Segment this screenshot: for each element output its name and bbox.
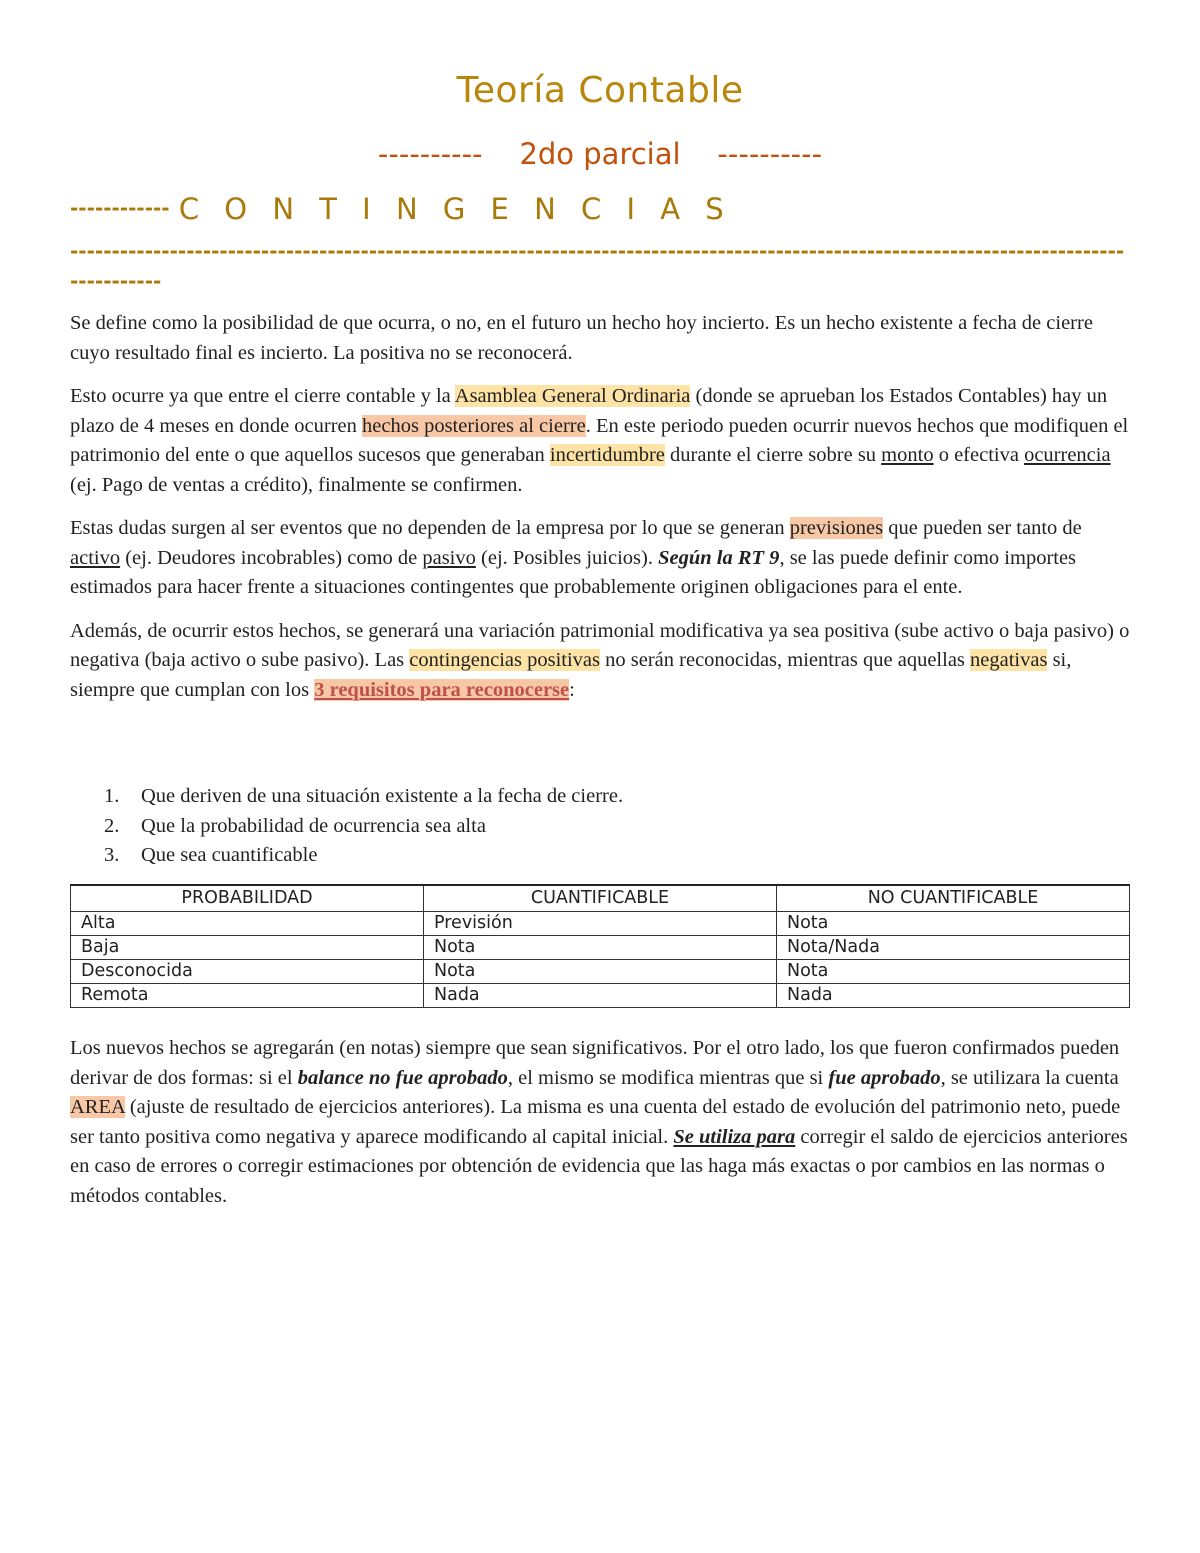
table-cell: Remota (71, 984, 424, 1008)
requirements-block (70, 782, 1132, 871)
text-run: (ej. Deudores incobrables) como de (120, 546, 423, 569)
highlight-asamblea: Asamblea General Ordinaria (454, 385, 691, 407)
list-text: Que sea cuantificable (141, 844, 318, 866)
document-title: Teoría Contable (456, 70, 744, 111)
emphasis-balance-no-aprobado: balance no fue aprobado (297, 1066, 508, 1089)
paragraph-variacion (70, 617, 1132, 706)
table-cell: Nota/Nada (777, 936, 1130, 960)
list-number: 2. (104, 814, 120, 837)
highlight-incertidumbre: incertidumbre (549, 444, 665, 466)
highlight-requisitos: 3 requisitos para reconocerse (314, 678, 570, 701)
table-cell: Nota (424, 960, 777, 984)
table-cell: Nota (777, 960, 1130, 984)
intro-block (70, 309, 1132, 719)
text-run: Además, de ocurrir estos hechos, se generará una variación patrimonial modificativa ya sea positiva (sube activo o baja pasivo) o negativa (baja activo o sube pasivo). Las (70, 619, 1130, 671)
highlight-contingencias-positivas: contingencias positivas (409, 649, 601, 671)
header-no-cuantificable: NO CUANTIFICABLE (777, 885, 1130, 912)
table-header-row (71, 885, 1130, 912)
text-run: , se las puede definir como importes estimados para hacer frente a situaciones contingentes que probablemente originen obligaciones para el ente. (70, 546, 1077, 598)
emphasis-se-utiliza-para: Se utiliza para (673, 1125, 796, 1148)
requirements-list (70, 782, 1132, 871)
table-row (71, 960, 1130, 984)
underline-ocurrencia: ocurrencia (1024, 444, 1111, 466)
underline-pasivo: pasivo (422, 546, 476, 569)
paragraph-previsiones (70, 514, 1132, 603)
list-number: 3. (104, 844, 120, 866)
text-run: . En este periodo pueden ocurrir nuevos hechos que modifiquen el patrimonio del ente o que aquellos sucesos que generaban (70, 414, 1129, 466)
table-row (71, 984, 1130, 1008)
text-run: Esto ocurre ya que entre el cierre contable y la (70, 385, 455, 407)
text-run: corregir el saldo de ejercicios anteriores en caso de errores o corregir estimaciones por obtención de evidencia que las haga más exactas o por cambios en las normas o métodos contables. (70, 1125, 1128, 1207)
table-cell: Nada (777, 984, 1130, 1008)
probability-table (70, 884, 1130, 1008)
emphasis-fue-aprobado: fue aprobado (828, 1066, 941, 1089)
text-run: (ej. Pago de ventas a crédito), finalmente se confirmen. (70, 473, 523, 496)
table-row (71, 912, 1130, 936)
list-text: Que la probabilidad de ocurrencia sea alta (141, 814, 486, 837)
header-probabilidad: PROBABILIDAD (71, 885, 424, 912)
list-number: 1. (104, 785, 120, 807)
text-run: si, siempre que cumplan con los (70, 649, 1072, 701)
table-cell: Desconocida (71, 960, 424, 984)
text-run: , se utilizara la cuenta (940, 1066, 1119, 1089)
text-run: que pueden ser tanto de (883, 517, 1082, 539)
header-cuantificable: CUANTIFICABLE (424, 885, 777, 912)
underline-monto: monto (881, 444, 934, 466)
text-run: Estas dudas surgen al ser eventos que no dependen de la empresa por lo que se generan (70, 517, 790, 539)
list-item (70, 812, 1132, 842)
table-cell: Nada (424, 984, 777, 1008)
section-rule: ------------------------------------------------------------------------------------------------------------------------------------------ (70, 239, 1125, 293)
section-dashes: ------------ (70, 196, 170, 220)
list-item (70, 841, 1132, 871)
text-run: no serán reconocidas, mientras que aquellas (600, 649, 971, 671)
table-row (71, 936, 1130, 960)
text-run: (donde se aprueban los Estados Contables) hay un plazo de 4 meses en donde ocurren (70, 385, 1108, 437)
text-run: , el mismo se modifica mientras que si (507, 1066, 829, 1089)
list-text: Que deriven de una situación existente a la fecha de cierre. (141, 785, 624, 807)
emphasis-rt9: Según la RT 9 (658, 546, 780, 569)
closing-block (70, 1034, 1132, 1225)
text-run: Los nuevos hechos se agregarán (en notas) siempre que sean significativos. Por el otro lado, los que fueron confirmados pueden derivar de dos formas: si el (70, 1037, 1120, 1089)
document-subtitle: ---------- 2do parcial ---------- (377, 137, 823, 171)
text-run: durante el cierre sobre su (664, 444, 882, 466)
highlight-negativas: negativas (970, 649, 1048, 671)
underline-activo: activo (70, 546, 121, 569)
section-heading (70, 192, 732, 226)
table-cell: Alta (71, 912, 424, 936)
table-cell: Nota (777, 912, 1130, 936)
text-run: (ej. Posibles juicios). (475, 546, 659, 569)
text-run: o efectiva (933, 444, 1025, 466)
paragraph-period (70, 382, 1132, 500)
highlight-hechos-posteriores: hechos posteriores al cierre (362, 414, 586, 437)
table-cell: Baja (71, 936, 424, 960)
section-title: C O N T I N G E N C I A S (178, 192, 732, 226)
list-item (70, 782, 1132, 812)
table-cell: Previsión (424, 912, 777, 936)
paragraph-nuevos-hechos (70, 1034, 1132, 1211)
highlight-area: AREA (70, 1096, 125, 1118)
text-run: : (569, 678, 575, 701)
table-cell: Nota (424, 936, 777, 960)
highlight-previsiones: previsiones (789, 517, 884, 539)
text-run: (ajuste de resultado de ejercicios anteriores). La misma es una cuenta del estado de evolución del patrimonio neto, puede ser tanto positiva como negativa y aparece modificando al capital inicial. (70, 1096, 1121, 1148)
paragraph-definition: Se define como la posibilidad de que ocurra, o no, en el futuro un hecho hoy incierto. Es un hecho existente a fecha de cierre cuyo resultado final es incierto. La positiva no se reconocerá. (70, 312, 1093, 364)
